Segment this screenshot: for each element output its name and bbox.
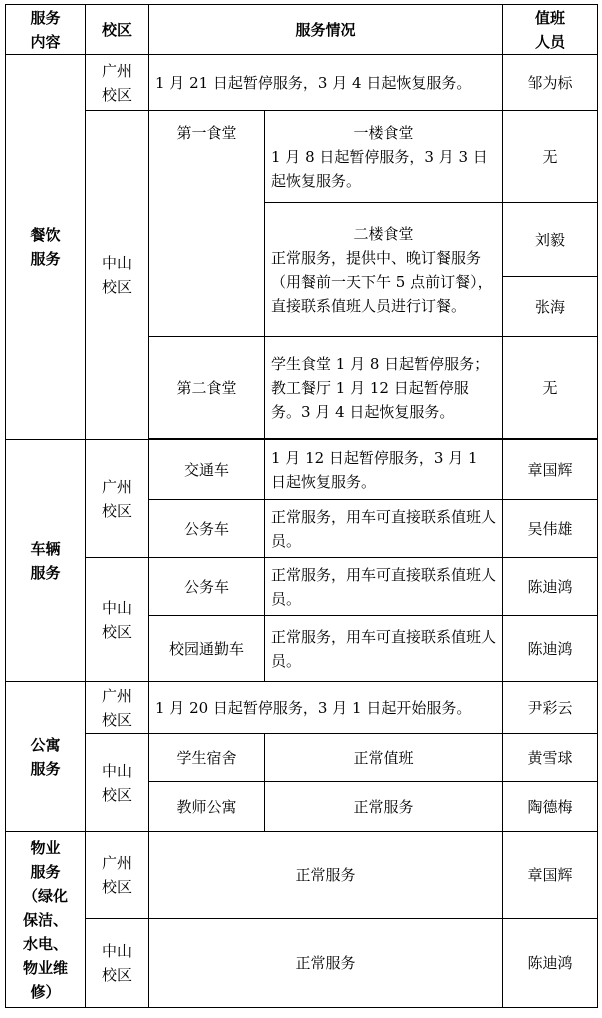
vehicle-gz-campus: 广州 校区 xyxy=(86,440,149,558)
traffic-staff: 章国辉 xyxy=(503,440,598,500)
property-gz-row xyxy=(6,832,598,919)
header-row xyxy=(6,5,598,55)
floor2-staff-a: 刘毅 xyxy=(503,203,598,277)
vehicle-official-zs-row xyxy=(6,558,598,616)
official-gz-text: 正常服务，用车可直接联系值班人员。 xyxy=(265,500,503,558)
vehicle-category: 车辆 服务 xyxy=(6,440,86,682)
official-zs-staff: 陈迪鸿 xyxy=(503,558,598,616)
floor1-text: 1 月 8 日起暂停服务，3 月 3 日起恢复服务。 xyxy=(271,147,488,190)
teacher-apt-text: 正常服务 xyxy=(265,782,503,832)
canteen2-label: 第二食堂 xyxy=(149,337,265,439)
apartment-gz-staff: 尹彩云 xyxy=(503,682,598,734)
property-gz-text: 正常服务 xyxy=(149,832,503,919)
apartment-gz-text: 1 月 20 日起暂停服务，3 月 1 日起开始服务。 xyxy=(149,682,503,734)
floor1-title: 一楼食堂 xyxy=(353,123,414,142)
property-zs-text: 正常服务 xyxy=(149,919,503,1008)
header-service: 服务 内容 xyxy=(6,5,86,55)
header-situation: 服务情况 xyxy=(149,5,503,55)
shuttle-label: 校园通勤车 xyxy=(149,616,265,682)
student-dorm-label: 学生宿舍 xyxy=(149,734,265,782)
property-category: 物业 服务 （绿化 保洁、 水电、 物业维 修） xyxy=(6,832,86,1008)
apartment-gz-row xyxy=(6,682,598,734)
official-zs-text: 正常服务，用车可直接联系值班人员。 xyxy=(265,558,503,616)
property-gz-campus: 广州 校区 xyxy=(86,832,149,919)
canteen1-label: 第一食堂 xyxy=(149,111,265,337)
official-gz-staff: 吴伟雄 xyxy=(503,500,598,558)
dining-gz-row xyxy=(6,55,598,111)
property-zs-row xyxy=(6,919,598,1008)
floor1-staff: 无 xyxy=(503,111,598,203)
student-dorm-text: 正常值班 xyxy=(265,734,503,782)
official-zs-label: 公务车 xyxy=(149,558,265,616)
vehicle-zs-campus: 中山 校区 xyxy=(86,558,149,682)
shuttle-staff: 陈迪鸿 xyxy=(503,616,598,682)
service-table xyxy=(5,4,598,1008)
official-gz-label: 公务车 xyxy=(149,500,265,558)
floor2-text: 正常服务，提供中、晚订餐服务（用餐前一天下午 5 点前订餐），直接联系值班人员进行订餐。 xyxy=(271,248,493,315)
property-zs-staff: 陈迪鸿 xyxy=(503,919,598,1008)
dining-gz-staff: 邹为标 xyxy=(503,55,598,111)
property-gz-staff: 章国辉 xyxy=(503,832,598,919)
apartment-gz-campus: 广州 校区 xyxy=(86,682,149,734)
canteen2-staff: 无 xyxy=(503,337,598,439)
student-dorm-staff: 黄雪球 xyxy=(503,734,598,782)
dining-gz-campus: 广州 校区 xyxy=(86,55,149,111)
dining-floor1-row xyxy=(6,111,598,203)
canteen2-text: 学生食堂 1 月 8 日起暂停服务；教工餐厅 1 月 12 日起暂停服务。3 月 4 日起恢复服务。 xyxy=(265,337,503,439)
floor2-cell xyxy=(265,203,503,337)
header-campus: 校区 xyxy=(86,5,149,55)
teacher-apt-label: 教师公寓 xyxy=(149,782,265,832)
apartment-student-row xyxy=(6,734,598,782)
property-zs-campus: 中山 校区 xyxy=(86,919,149,1008)
floor2-title: 二楼食堂 xyxy=(353,224,414,243)
dining-zs-campus: 中山 校区 xyxy=(86,111,149,440)
apartment-category: 公寓 服务 xyxy=(6,682,86,832)
traffic-text: 1 月 12 日起暂停服务，3 月 1 日起恢复服务。 xyxy=(265,440,503,500)
traffic-label: 交通车 xyxy=(149,440,265,500)
vehicle-traffic-row xyxy=(6,440,598,500)
dining-gz-text: 1 月 21 日起暂停服务，3 月 4 日起恢复服务。 xyxy=(149,55,503,111)
dining-category: 餐饮 服务 xyxy=(6,55,86,440)
floor2-staff-b: 张海 xyxy=(503,277,598,337)
header-staff: 值班 人员 xyxy=(503,5,598,55)
shuttle-text: 正常服务，用车可直接联系值班人员。 xyxy=(265,616,503,682)
teacher-apt-staff: 陶德梅 xyxy=(503,782,598,832)
floor1-cell xyxy=(265,111,503,203)
apartment-zs-campus: 中山 校区 xyxy=(86,734,149,832)
